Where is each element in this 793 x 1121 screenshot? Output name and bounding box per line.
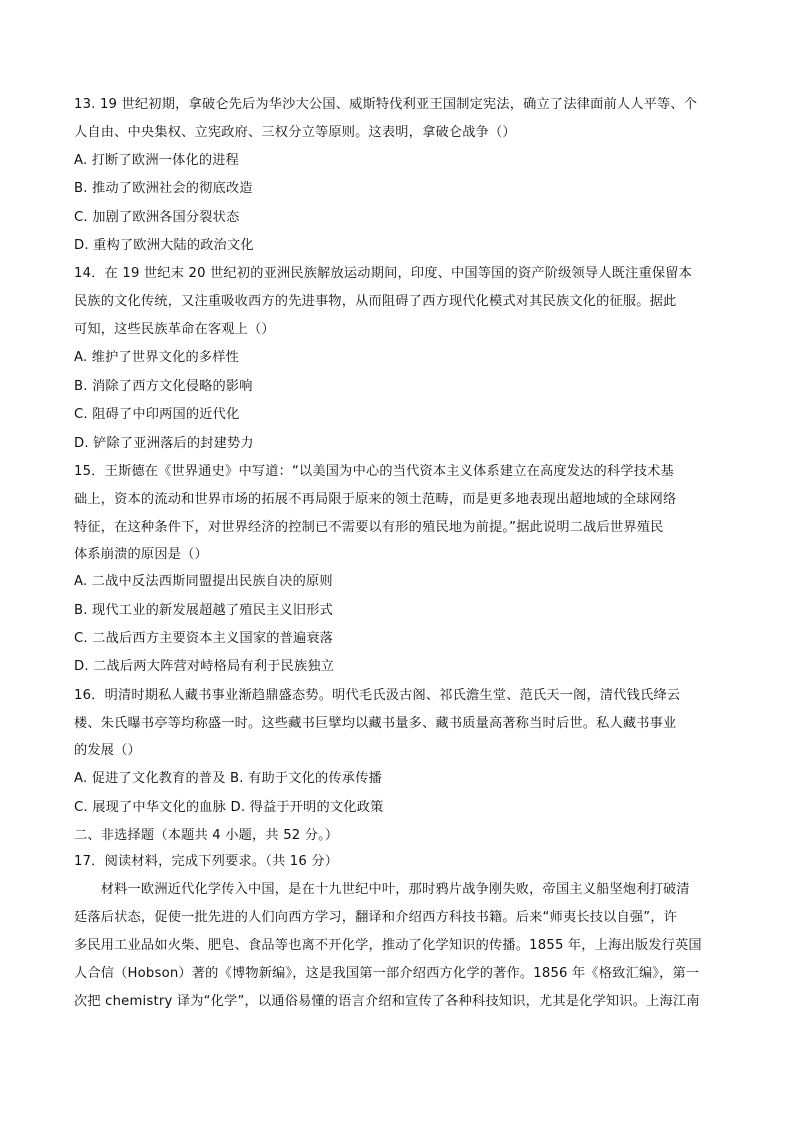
q17-material-line-2: 廷落后状态，促使一批先进的人们向西方学习，翻译和介绍西方科技书籍。后来“师夷长技以自强”，许 [74,910,678,925]
q13-option-b: B. 推动了欧洲社会的彻底改造 [74,181,253,196]
q16-stem-line-3: 的发展（） [74,743,141,758]
q13-stem-line-1: 13. 19 世纪初期，拿破仑先后为华沙大公国、威斯特伐利亚王国制定宪法，确立了法律面前人人平等、个 [74,97,698,112]
q15-option-a: A. 二战中反法西斯同盟提出民族自决的原则 [74,574,333,589]
q17-material-line-5: 次把 chemistry 译为“化学”，以通俗易懂的语言介绍和宣传了各种科技知识，尤其是化学知识。上海江南 [74,994,700,1009]
q16-stem-line-1: 16．明清时期私人藏书事业渐趋鼎盛态势。明代毛氏汲古阁、祁氏澹生堂、范氏天一阁，清代钱氏绛云 [74,688,681,703]
q14-option-c: C. 阻碍了中印两国的近代化 [74,407,240,422]
q14-stem-line-2: 民族的文化传统，又注重吸收西方的先进事物，从而阻碍了西方现代化模式对其民族文化的征服。据此 [74,294,677,309]
q16-stem-line-2: 楼、朱氏曝书亭等均称盛一时。这些藏书巨擘均以藏书量多、藏书质量高著称当时后世。私人藏书事业 [74,716,677,731]
q16-option-a-b: A. 促进了文化教育的普及 B. 有助于文化的传承传播 [74,771,382,786]
q15-option-d: D. 二战后两大阵营对峙格局有利于民族独立 [74,659,335,674]
section-2-title: 二、非选择题（本题共 4 小题，共 52 分。） [74,828,339,843]
q13-option-d: D. 重构了欧洲大陆的政治文化 [74,238,254,253]
q13-option-a: A. 打断了欧洲一体化的进程 [74,153,240,168]
q14-stem-line-1: 14．在 19 世纪末 20 世纪初的亚洲民族解放运动期间，印度、中国等国的资产阶级领导人既注重保留本 [74,266,692,281]
q14-option-d: D. 铲除了亚洲落后的封建势力 [74,436,254,451]
q15-stem-line-2: 础上，资本的流动和世界市场的拓展不再局限于原来的领土范畴，而是更多地表现出超地域的全球网络 [74,492,677,507]
q15-stem-line-1: 15．王斯德在《世界通史》中写道：“以美国为中心的当代资本主义体系建立在高度发达的科学技术基 [74,464,674,479]
q13-stem-line-2: 人自由、中央集权、立宪政府、三权分立等原则。这表明，拿破仑战争（） [74,125,516,140]
q17-title: 17．阅读材料，完成下列要求。（共 16 分） [74,854,339,869]
q15-option-b: B. 现代工业的新发展超越了殖民主义旧形式 [74,603,334,618]
q15-stem-line-4: 体系崩溃的原因是（） [74,547,208,562]
q16-option-c-d: C. 展现了中华文化的血脉 D. 得益于开明的文化政策 [74,800,384,815]
q14-option-b: B. 消除了西方文化侵略的影响 [74,379,253,394]
q17-material-line-4: 人合信（Hobson）著的《博物新编》，这是我国第一部介绍西方化学的著作。1856 年《格致汇编》，第一 [74,966,700,981]
q13-option-c: C. 加剧了欧洲各国分裂状态 [74,210,240,225]
q15-option-c: C. 二战后西方主要资本主义国家的普遍衰落 [74,631,334,646]
q17-material-line-3: 多民用工业品如火柴、肥皂、食品等也离不开化学，推动了化学知识的传播。1855 年，上海出版发行英国 [74,938,702,953]
q15-stem-line-3: 特征，在这种条件下，对世界经济的控制已不需要以有形的殖民地为前提。”据此说明二战后世界殖民 [74,520,664,535]
q14-stem-line-3: 可知，这些民族革命在客观上（） [74,322,275,337]
q17-material-line-1: 材料一欧洲近代化学传入中国，是在十九世纪中叶，那时鸦片战争刚失败，帝国主义船坚炮利打破清 [74,882,690,897]
q14-option-a: A. 维护了世界文化的多样性 [74,350,240,365]
